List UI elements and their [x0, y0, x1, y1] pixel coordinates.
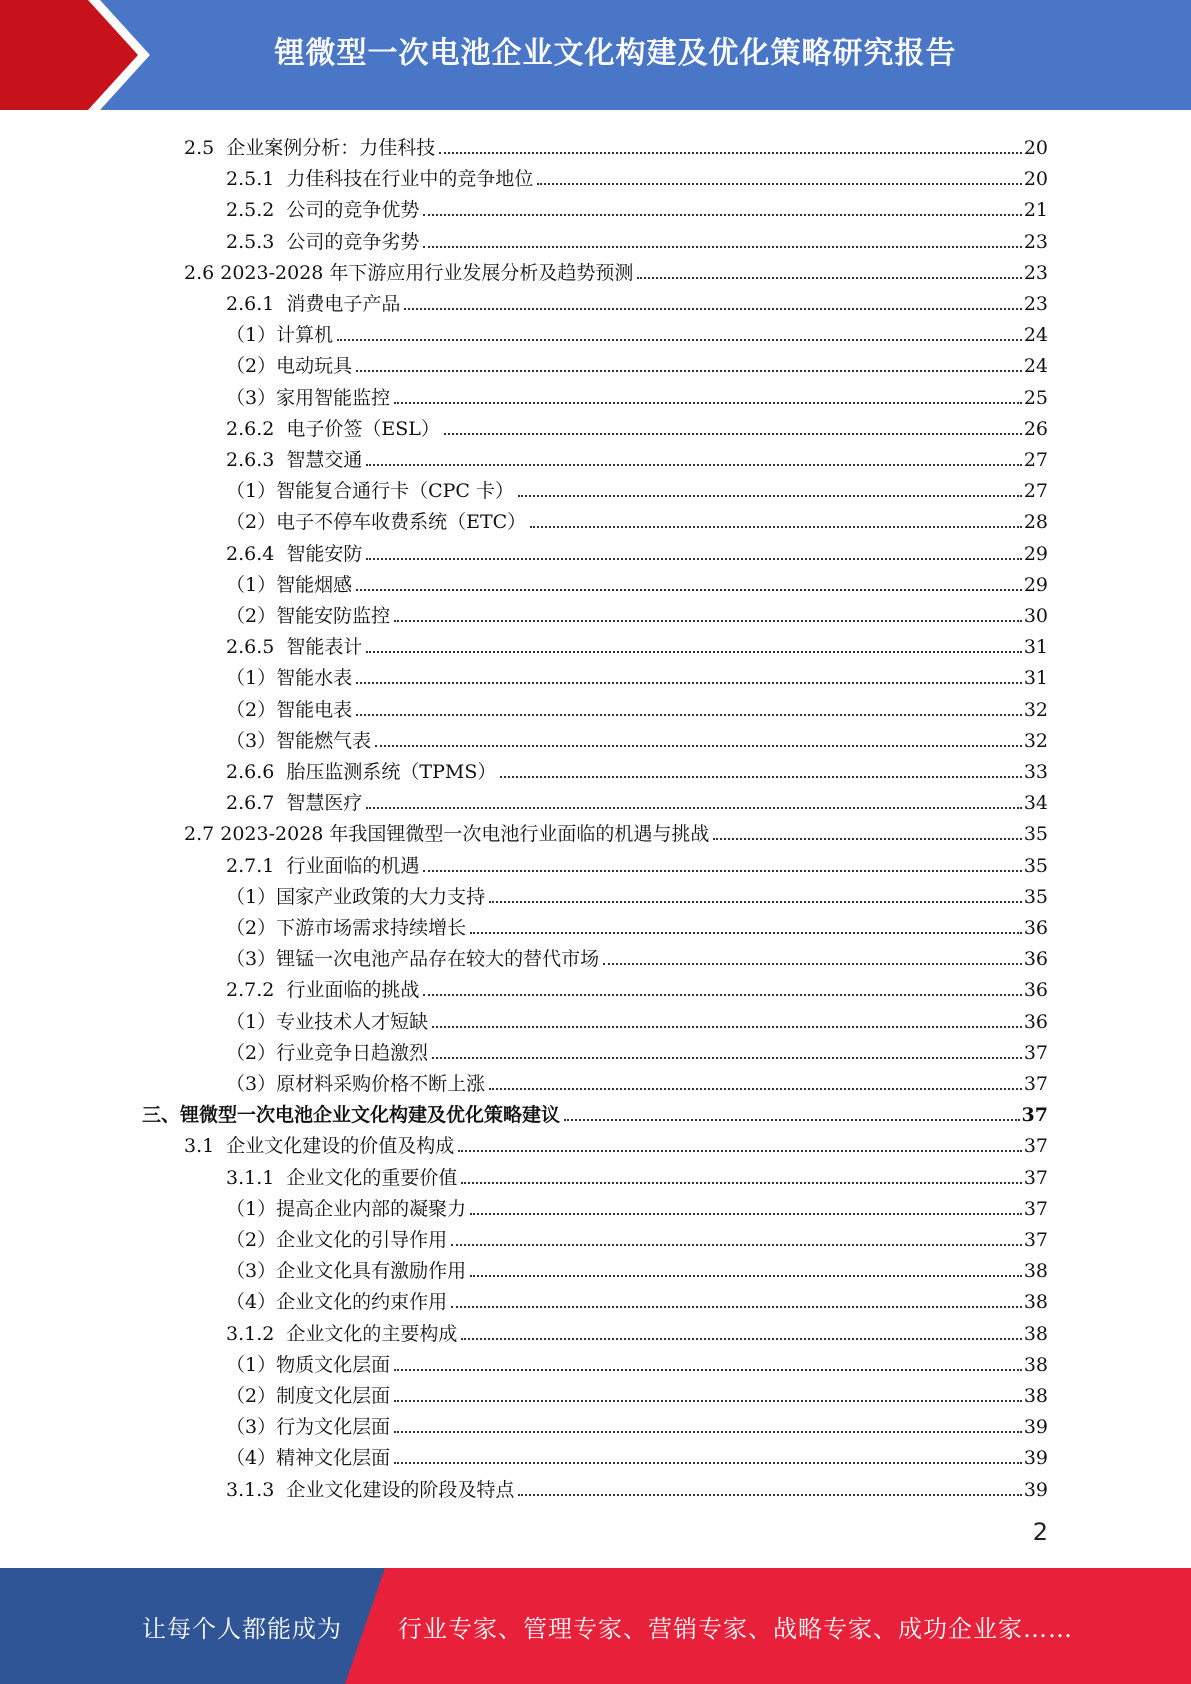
- toc-entry-label: （2）智能安防监控: [226, 605, 391, 627]
- toc-entry[interactable]: [226, 159, 1048, 190]
- toc-entry-page: 24: [1023, 324, 1048, 347]
- toc-leader-dots: [394, 1431, 1022, 1433]
- page-header: [0, 0, 1191, 110]
- toc-entry-label: （1）智能复合通行卡（CPC 卡）: [226, 480, 514, 503]
- toc-leader-dots: [432, 1026, 1022, 1028]
- toc-entry[interactable]: [226, 1189, 1048, 1220]
- toc-entry[interactable]: [226, 534, 1048, 565]
- toc-entry[interactable]: [226, 970, 1048, 1001]
- toc-entry-label: （3）原材料采购价格不断上涨: [226, 1073, 486, 1095]
- toc-entry[interactable]: [226, 877, 1048, 908]
- toc-entry-label: 2.7.2 行业面临的挑战: [226, 979, 420, 1002]
- toc-entry-page: 26: [1023, 417, 1048, 440]
- toc-entry[interactable]: [226, 596, 1048, 627]
- toc-leader-dots: [356, 682, 1022, 684]
- toc-entry-label: （2）智能电表: [226, 698, 353, 721]
- toc-entry-label: 3.1.1 企业文化的重要价值: [226, 1166, 458, 1189]
- toc-entry-page: 20: [1023, 168, 1048, 191]
- toc-entry[interactable]: [142, 1095, 1048, 1126]
- toc-leader-dots: [451, 1306, 1022, 1308]
- toc-entry-page: 38: [1023, 1322, 1048, 1345]
- page-number: 2: [1032, 1518, 1048, 1546]
- toc-entry[interactable]: [226, 627, 1048, 658]
- toc-leader-dots: [394, 1400, 1022, 1402]
- toc-entry-page: 39: [1023, 1416, 1048, 1439]
- toc-leader-dots: [375, 745, 1022, 747]
- toc-entry-label: 2.5 企业案例分析：力佳科技: [184, 137, 436, 159]
- toc-entry-label: 2.6 2023-2028 年下游应用行业发展分析及趋势预测: [184, 261, 634, 284]
- toc-entry-label: （1）物质文化层面: [226, 1353, 391, 1376]
- toc-entry-page: 29: [1023, 542, 1048, 565]
- toc-entry-page: 27: [1023, 449, 1048, 471]
- toc-leader-dots: [518, 495, 1022, 497]
- toc-entry-label: 2.6.2 电子价签（ESL）: [226, 417, 440, 440]
- toc-entry-label: （2）行业竞争日趋激烈: [226, 1041, 429, 1064]
- toc-entry-label: 2.6.1 消费电子产品: [226, 293, 401, 315]
- toc-entry-page: 24: [1023, 355, 1048, 378]
- toc-entry-page: 29: [1023, 573, 1048, 596]
- toc-entry[interactable]: [226, 1158, 1048, 1189]
- toc-entry[interactable]: [226, 315, 1048, 346]
- toc-entry[interactable]: [226, 1033, 1048, 1064]
- toc-entry[interactable]: [226, 1282, 1048, 1313]
- toc-entry-page: 32: [1023, 729, 1048, 752]
- toc-entry-page: 21: [1023, 199, 1048, 222]
- toc-entry[interactable]: [226, 1376, 1048, 1407]
- toc-entry[interactable]: [226, 1470, 1048, 1501]
- toc-leader-dots: [439, 152, 1022, 154]
- toc-entry-label: 三、锂微型一次电池企业文化构建及优化策略建议: [142, 1104, 561, 1127]
- toc-entry-label: 3.1 企业文化建设的价值及构成: [184, 1135, 455, 1158]
- toc-entry[interactable]: [226, 1251, 1048, 1282]
- toc-entry[interactable]: [226, 939, 1048, 970]
- toc-entry-page: 36: [1023, 1010, 1048, 1033]
- footer-slogan-right: 行业专家、管理专家、营销专家、战略专家、成功企业家……: [398, 1614, 1073, 1643]
- page-footer: [0, 1568, 1191, 1684]
- toc-entry[interactable]: [226, 565, 1048, 596]
- toc-entry-page: 38: [1023, 1353, 1048, 1376]
- toc-entry-page: 39: [1023, 1447, 1048, 1470]
- toc-entry-label: 2.6.5 智能表计: [226, 636, 363, 659]
- toc-entry[interactable]: [226, 1345, 1048, 1376]
- toc-entry-label: （4）精神文化层面: [226, 1447, 391, 1470]
- toc-entry-page: 23: [1023, 261, 1048, 284]
- toc-leader-dots: [356, 370, 1022, 372]
- toc-entry[interactable]: [226, 284, 1048, 315]
- toc-entry-label: 2.7.1 行业面临的机遇: [226, 854, 420, 877]
- toc-entry[interactable]: [226, 471, 1048, 502]
- toc-entry-label: （1）计算机: [226, 324, 334, 347]
- toc-entry-page: 35: [1023, 854, 1048, 877]
- toc-entry-page: 37: [1023, 1041, 1048, 1064]
- toc-entry-page: 32: [1023, 698, 1048, 721]
- toc-entry[interactable]: [184, 253, 1048, 284]
- toc-entry-page: 28: [1023, 511, 1048, 534]
- toc-entry-label: 2.5.3 公司的竞争劣势: [226, 230, 420, 253]
- toc-leader-dots: [356, 589, 1022, 591]
- toc-leader-dots: [518, 1494, 1021, 1496]
- toc-entry-label: 2.6.3 智慧交通: [226, 449, 363, 471]
- toc-entry-page: 33: [1023, 761, 1048, 783]
- toc-entry-page: 23: [1023, 293, 1048, 315]
- toc-entry-page: 30: [1023, 605, 1048, 627]
- toc-leader-dots: [637, 277, 1021, 279]
- toc-leader-dots: [470, 932, 1022, 934]
- toc-entry-label: 2.5.2 公司的竞争优势: [226, 199, 420, 222]
- report-title: 锂微型一次电池企业文化构建及优化策略研究报告: [274, 36, 957, 71]
- toc-leader-dots: [394, 402, 1022, 404]
- toc-leader-dots: [423, 246, 1021, 248]
- toc-entry-label: （2）电动玩具: [226, 355, 353, 378]
- toc-entry-page: 35: [1023, 823, 1048, 846]
- toc-leader-dots: [500, 776, 1021, 778]
- toc-entry[interactable]: [226, 908, 1048, 939]
- toc-entry-label: （2）企业文化的引导作用: [226, 1229, 448, 1251]
- toc-leader-dots: [337, 339, 1022, 341]
- toc-entry-label: （3）家用智能监控: [226, 386, 391, 409]
- toc-leader-dots: [356, 714, 1022, 716]
- toc-entry-label: 3.1.2 企业文化的主要构成: [226, 1322, 458, 1345]
- toc-entry[interactable]: [226, 346, 1048, 377]
- toc-leader-dots: [489, 1088, 1022, 1090]
- toc-leader-dots: [530, 526, 1022, 528]
- toc-entry-page: 38: [1023, 1385, 1048, 1407]
- toc-entry-label: （2）电子不停车收费系统（ETC）: [226, 511, 527, 534]
- toc-leader-dots: [537, 183, 1021, 185]
- toc-leader-dots: [366, 807, 1021, 809]
- toc-entry-label: 2.7 2023-2028 年我国锂微型一次电池行业面临的机遇与挑战: [184, 823, 710, 846]
- footer-slogan-left: 让每个人都能成为: [142, 1614, 342, 1643]
- toc-entry-page: 37: [1023, 1166, 1048, 1189]
- toc-entry-page: 37: [1023, 1229, 1048, 1251]
- toc-leader-dots: [423, 870, 1021, 872]
- toc-entry-page: 39: [1023, 1478, 1048, 1501]
- toc-entry[interactable]: [226, 222, 1048, 253]
- toc-entry-page: 31: [1023, 636, 1048, 659]
- toc-entry-label: （3）锂锰一次电池产品存在较大的替代市场: [226, 948, 600, 971]
- toc-leader-dots: [451, 1244, 1022, 1246]
- toc-entry-page: 35: [1023, 885, 1048, 908]
- toc-leader-dots: [423, 994, 1021, 996]
- toc-leader-dots: [404, 308, 1021, 310]
- toc-entry[interactable]: [184, 814, 1048, 845]
- toc-entry[interactable]: [226, 1064, 1048, 1095]
- toc-leader-dots: [713, 838, 1021, 840]
- toc-entry-label: （1）国家产业政策的大力支持: [226, 885, 486, 908]
- toc-entry[interactable]: [226, 440, 1048, 471]
- toc-entry[interactable]: [226, 846, 1048, 877]
- toc-entry-page: 31: [1023, 667, 1048, 690]
- toc-entry[interactable]: [184, 1126, 1048, 1157]
- toc-entry[interactable]: [226, 690, 1048, 721]
- toc-entry-label: （1）智能烟感: [226, 573, 353, 596]
- toc-leader-dots: [423, 214, 1021, 216]
- toc-entry-page: 37: [1023, 1197, 1048, 1220]
- toc-leader-dots: [458, 1150, 1022, 1152]
- toc-entry-page: 37: [1023, 1135, 1048, 1158]
- toc-leader-dots: [366, 651, 1021, 653]
- toc-leader-dots: [470, 1275, 1022, 1277]
- toc-entry-label: （2）下游市场需求持续增长: [226, 917, 467, 939]
- toc-entry-label: （1）智能水表: [226, 667, 353, 690]
- toc-entry-label: （1）提高企业内部的凝聚力: [226, 1197, 467, 1220]
- toc-entry-page: 37: [1023, 1073, 1048, 1095]
- header-chevron-decoration: [0, 0, 160, 110]
- toc-entry[interactable]: [226, 1002, 1048, 1033]
- toc-entry-label: 3.1.3 企业文化建设的阶段及特点: [226, 1478, 515, 1501]
- toc-entry-page: 37: [1021, 1104, 1048, 1127]
- toc-entry-label: （4）企业文化的约束作用: [226, 1291, 448, 1314]
- toc-entry-label: （3）企业文化具有激励作用: [226, 1260, 467, 1283]
- toc-entry[interactable]: [226, 1407, 1048, 1438]
- toc-entry-page: 34: [1023, 792, 1048, 815]
- toc-leader-dots: [366, 464, 1021, 466]
- toc-entry[interactable]: [226, 658, 1048, 689]
- toc-entry[interactable]: [184, 128, 1048, 159]
- toc-entry-label: （3）行为文化层面: [226, 1416, 391, 1439]
- toc-entry[interactable]: [226, 1220, 1048, 1251]
- toc-entry[interactable]: [226, 783, 1048, 814]
- toc-entry-page: 36: [1023, 979, 1048, 1002]
- toc-entry[interactable]: [226, 502, 1048, 533]
- toc-entry[interactable]: [226, 752, 1048, 783]
- toc-entry-page: 25: [1023, 386, 1048, 409]
- toc-leader-dots: [394, 1369, 1022, 1371]
- toc-leader-dots: [461, 1338, 1021, 1340]
- toc-entry-page: 27: [1023, 480, 1048, 503]
- toc-entry-label: （1）专业技术人才短缺: [226, 1010, 429, 1033]
- toc-entry-label: 2.5.1 力佳科技在行业中的竞争地位: [226, 168, 534, 191]
- toc-entry-label: 2.6.7 智慧医疗: [226, 792, 363, 815]
- toc-entry[interactable]: [226, 1314, 1048, 1345]
- toc-entry[interactable]: [226, 409, 1048, 440]
- toc-leader-dots: [444, 433, 1022, 435]
- toc-entry-label: （3）智能燃气表: [226, 729, 372, 752]
- toc-leader-dots: [461, 1182, 1021, 1184]
- toc-entry[interactable]: [226, 190, 1048, 221]
- toc-entry-label: 2.6.4 智能安防: [226, 542, 363, 565]
- toc-entry-page: 36: [1023, 948, 1048, 971]
- toc-leader-dots: [394, 620, 1022, 622]
- toc-entry[interactable]: [226, 721, 1048, 752]
- toc-leader-dots: [603, 963, 1022, 965]
- toc-leader-dots: [366, 558, 1021, 560]
- toc-entry-page: 36: [1023, 917, 1048, 939]
- toc-leader-dots: [489, 901, 1022, 903]
- toc-entry-label: 2.6.6 胎压监测系统（TPMS）: [226, 761, 497, 783]
- toc-entry-page: 23: [1023, 230, 1048, 253]
- toc-entry-label: （2）制度文化层面: [226, 1385, 391, 1407]
- toc-entry-page: 20: [1023, 137, 1048, 159]
- toc-entry-page: 38: [1023, 1260, 1048, 1283]
- toc-entry[interactable]: [226, 378, 1048, 409]
- toc-leader-dots: [470, 1213, 1022, 1215]
- toc-leader-dots: [432, 1057, 1022, 1059]
- toc-entry[interactable]: [226, 1438, 1048, 1469]
- toc-entry-page: 38: [1023, 1291, 1048, 1314]
- toc-leader-dots: [394, 1462, 1022, 1464]
- toc-leader-dots: [564, 1119, 1020, 1121]
